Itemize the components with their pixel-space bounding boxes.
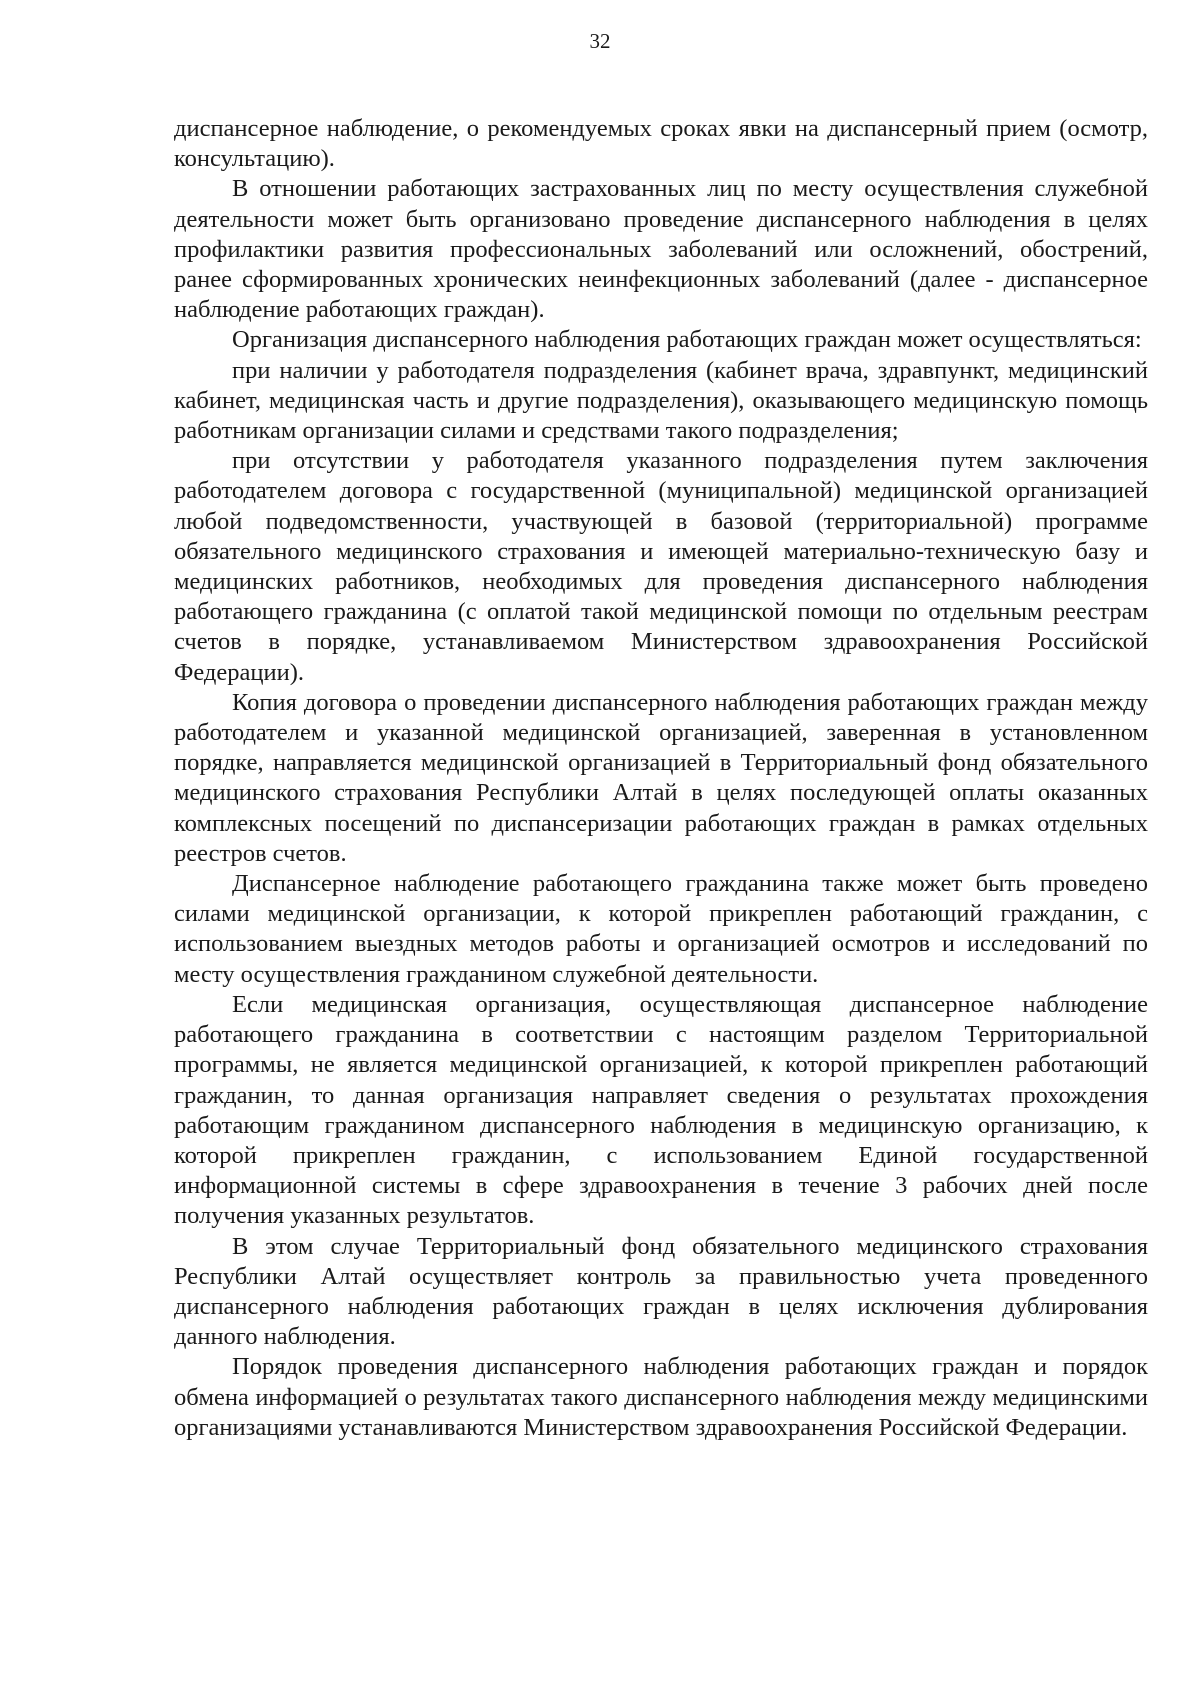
document-body [174,114,1148,1443]
paragraph-employer-has-unit: при наличии у работодателя подразделения (кабинет врача, здравпункт, медицинский кабинет, медицинская часть и другие подразделения), оказывающего медицинскую помощь работникам организации силами и средствами такого подразделения; [174,356,1148,445]
paragraph-employer-no-unit: при отсутствии у работодателя указанного подразделения путем заключения работодателем договора с государственной (муниципальной) медицинской организацией любой подведомственности, участвующей в базовой (территориальной) программе обязательного медицинского страхования и имеющей материально-техническую базу и медицинских работников, необходимых для проведения диспансерного наблюдения работающего гражданина (с оплатой такой медицинской помощи по отдельным реестрам счетов в порядке, устанавливаемом Министерством здравоохранения Российской Федерации). [174,447,1148,686]
paragraph-working-insured-persons: В отношении работающих застрахованных лиц по месту осуществления служебной деятельности может быть организовано проведение диспансерного наблюдения в целях профилактики развития профессиональных заболеваний или осложнений, обострений, ранее сформированных хронических неинфекционных заболеваний (далее - диспансерное наблюдение работающих граждан). [174,175,1148,324]
paragraph-fund-control: В этом случае Территориальный фонд обязательного медицинского страхования Республики Алтай осуществляет контроль за правильностью учета проведенного диспансерного наблюдения работающих граждан в целях исключения дублирования данного наблюдения. [174,1232,1148,1351]
page-number: 32 [589,29,611,53]
paragraph-procedure: Порядок проведения диспансерного наблюдения работающих граждан и порядок обмена информацией о результатах такого диспансерного наблюдения между медицинскими организациями устанавливаются Министерством здравоохранения Российской Федерации. [174,1353,1148,1441]
paragraph-contract-copy: Копия договора о проведении диспансерного наблюдения работающих граждан между работодателем и указанной медицинской организацией, заверенная в установленном порядке, направляется медицинской организацией в Территориальный фонд обязательного медицинского страхования Республики Алтай в целях последующей оплаты оказанных комплексных посещений по диспансеризации работающих граждан в рамках отдельных реестров счетов. [174,688,1148,867]
paragraph-organization-intro: Организация диспансерного наблюдения работающих граждан может осуществляться: [232,326,1142,354]
paragraph-continuation: диспансерное наблюдение, о рекомендуемых сроках явки на диспансерный прием (осмотр, консультацию). [174,115,1148,173]
paragraph-attached-organization: Диспансерное наблюдение работающего гражданина также может быть проведено силами медицинской организации, к которой прикреплен работающий гражданин, с использованием выездных методов работы и организацией осмотров и исследований по месту осуществления гражданином служебной деятельности. [174,870,1148,988]
paragraph-results-transfer: Если медицинская организация, осуществляющая диспансерное наблюдение работающего гражданина в соответствии с настоящим разделом Территориальной программы, не является медицинской организацией, к которой прикреплен работающий гражданин, то данная организация направляет сведения о результатах прохождения работающим гражданином диспансерного наблюдения в медицинскую организацию, к которой прикреплен гражданин, с использованием Единой государственной информационной системы в сфере здравоохранения в течение 3 рабочих дней после получения указанных результатов. [174,990,1148,1230]
